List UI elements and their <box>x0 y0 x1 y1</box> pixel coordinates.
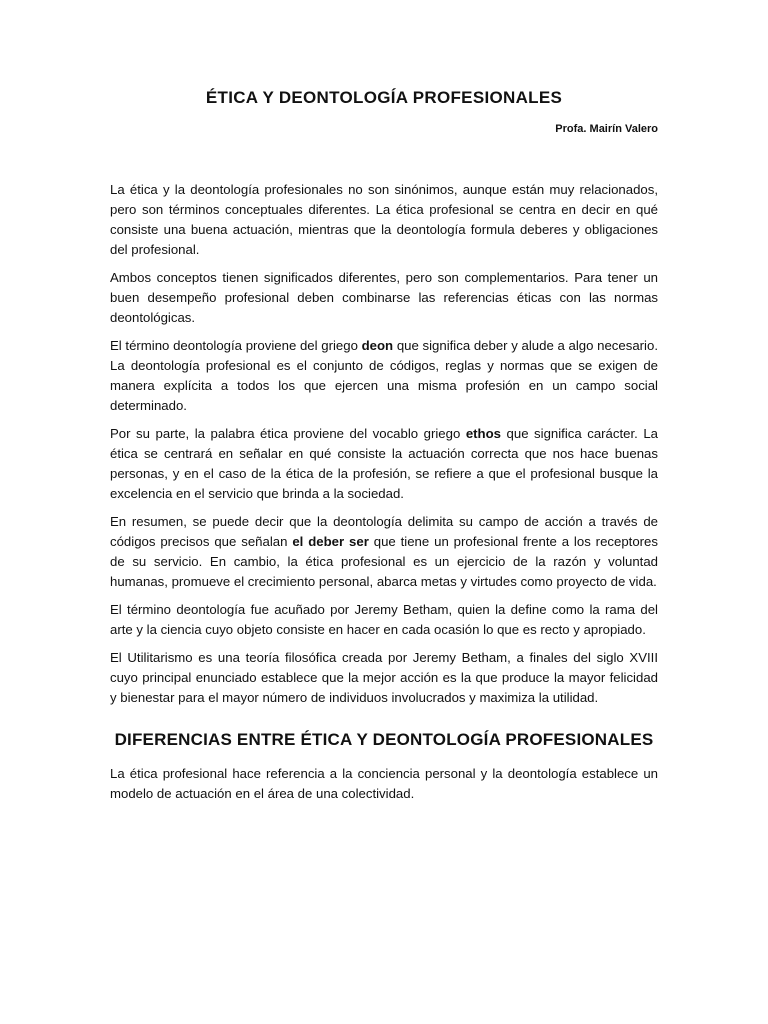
paragraph-6 <box>110 600 658 640</box>
paragraph-text: En resumen, se puede decir que la deontología delimita su campo de acción a través de códigos precisos que señalan <box>110 514 658 549</box>
paragraph-7 <box>110 648 658 708</box>
paragraph-text: La ética y la deontología profesionales no son sinónimos, aunque están muy relacionados, pero son términos conceptuales diferentes. La ética profesional se centra en decir en qué consiste una buena actuación, mientras que la deontología formula deberes y obligaciones del profesional. <box>110 182 658 257</box>
bold-term-deon: deon <box>361 338 394 353</box>
paragraph-text: Por su parte, la palabra ética proviene del vocablo griego <box>110 426 466 441</box>
bold-term-deber-ser: el deber ser <box>292 534 369 549</box>
bold-term-ethos: ethos <box>465 426 501 441</box>
document-body <box>110 180 658 812</box>
paragraph-text: que significa carácter. La ética se centrará en señalar en qué consiste la actuación correcta que nos hace buenas personas, y en el caso de la ética de la profesión, se refiere a que el profesional busque la excelencia en el servicio que brinda a la sociedad. <box>110 426 658 501</box>
section-heading: DIFERENCIAS ENTRE ÉTICA Y DEONTOLOGÍA PROFESIONALES <box>114 730 654 749</box>
paragraph-text: El término deontología proviene del griego <box>110 338 362 353</box>
paragraph-1 <box>110 180 658 260</box>
document-title: ÉTICA Y DEONTOLOGÍA PROFESIONALES <box>205 88 563 107</box>
paragraph-text: El Utilitarismo es una teoría filosófica creada por Jeremy Betham, a finales del siglo XVIII cuyo principal enunciado establece que la mejor acción es la que produce la mayor felicidad y bienestar para el mayor número de individuos involucrados y maximiza la utilidad. <box>110 650 658 705</box>
paragraph-text: que tiene un profesional frente a los receptores de su servicio. En cambio, la ética profesional es un ejercicio de la razón y voluntad humanas, promueve el crecimiento personal, abarca metas y virtudes como proyecto de vida. <box>110 534 658 589</box>
section-paragraph: La ética profesional hace referencia a la conciencia personal y la deontología establece un modelo de actuación en el área de una colectividad. <box>110 766 658 801</box>
paragraph-5 <box>110 512 658 592</box>
paragraph-text: que significa deber y alude a algo necesario. La deontología profesional es el conjunto de códigos, reglas y normas que se exigen de manera explícita a todos los que ejercen una misma profesión en un campo social determinado. <box>110 338 658 413</box>
paragraph-4 <box>110 424 658 504</box>
author-name: Profa. Mairín Valero <box>555 123 658 135</box>
paragraph-3 <box>110 336 658 416</box>
paragraph-text: Ambos conceptos tienen significados diferentes, pero son complementarios. Para tener un buen desempeño profesional deben combinarse las referencias éticas con las normas deontológicas. <box>110 270 658 325</box>
paragraph-text: El término deontología fue acuñado por Jeremy Betham, quien la define como la rama del arte y la ciencia cuyo objeto consiste en hacer en cada ocasión lo que es recto y apropiado. <box>110 602 658 637</box>
paragraph-2 <box>110 268 658 328</box>
